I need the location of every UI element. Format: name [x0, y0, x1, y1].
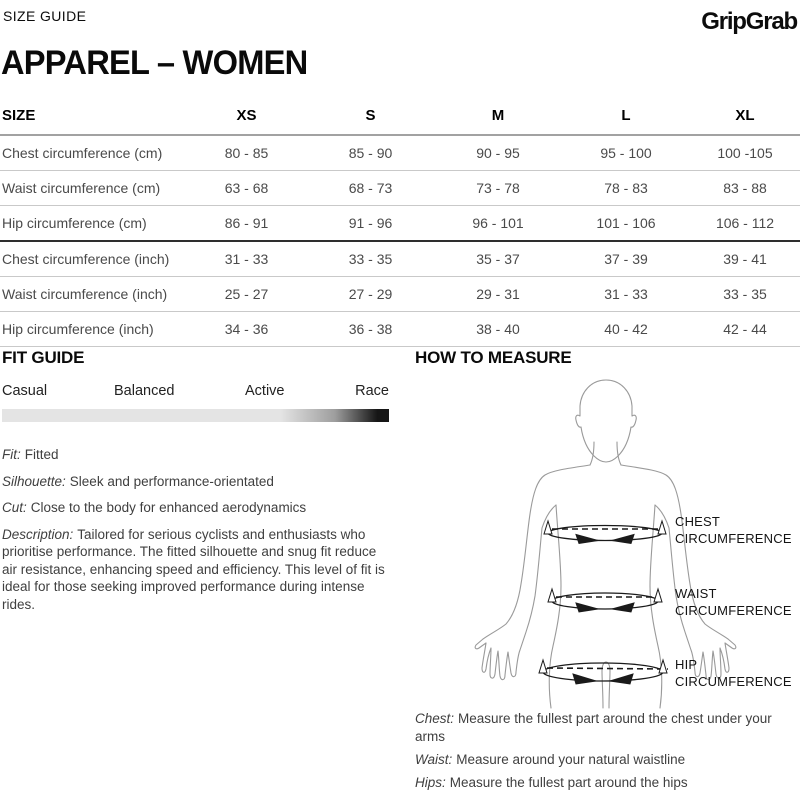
col-header-s: S: [307, 101, 434, 135]
cell: 39 - 41: [690, 241, 800, 277]
tip-marker: [548, 589, 556, 602]
row-label: Hip circumference (inch): [0, 312, 186, 347]
instruction-text: Measure around your natural waistline: [456, 752, 686, 767]
cell: 106 - 112: [690, 206, 800, 242]
cell: 95 - 100: [562, 135, 690, 171]
instruction: [415, 710, 790, 746]
cell: 73 - 78: [434, 171, 562, 206]
hip-measure-line: [539, 660, 668, 684]
body-measurement-diagram: [400, 368, 800, 710]
instruction-label: Hips:: [415, 775, 446, 790]
cell: 101 - 106: [562, 206, 690, 242]
attribute-label: Cut:: [2, 500, 27, 515]
instruction-label: Waist:: [415, 752, 453, 767]
col-header-m: M: [434, 101, 562, 135]
col-header-xs: XS: [186, 101, 307, 135]
waist-circumference-label: WAIST CIRCUMFERENCE: [675, 586, 792, 618]
head-outline: [576, 380, 637, 462]
table-row: [0, 241, 800, 277]
chest-measure-line: [544, 521, 666, 544]
left-arm: [475, 465, 590, 680]
row-label: Chest circumference (inch): [0, 241, 186, 277]
hip-dashed-line: [547, 668, 668, 669]
instruction: [415, 751, 790, 769]
tip-marker: [658, 521, 666, 534]
measure-instructions: [415, 710, 790, 797]
hip-circumference-label: HIP CIRCUMFERENCE: [675, 657, 792, 689]
size-table-header-row: [0, 101, 800, 135]
scale-label-balanced: Balanced: [114, 383, 175, 399]
cell: 37 - 39: [562, 241, 690, 277]
fit-attribute: [2, 446, 392, 464]
attribute-label: Description:: [2, 526, 74, 542]
row-label: Chest circumference (cm): [0, 135, 186, 171]
scale-label-active: Active: [245, 383, 285, 399]
col-header-l: L: [562, 101, 690, 135]
fit-attribute: [2, 473, 392, 491]
arrow-right-icon: [576, 535, 598, 544]
cell: 86 - 91: [186, 206, 307, 242]
page-title: APPAREL – WOMEN: [1, 44, 308, 82]
table-row: [0, 206, 800, 242]
fit-scale-labels: [2, 383, 389, 402]
fit-attribute: [2, 526, 392, 614]
cell: 85 - 90: [307, 135, 434, 171]
gripgrab-logo: GripGrab: [701, 8, 797, 35]
attribute-text: Tailored for serious cyclists and enthusiasts who prioritise performance. The fitted silhouette and snug fit reduce air resistance, enhancing speed and efficiency. This level of fit is ideal for those seeking improved performance during intense rides.: [2, 526, 385, 612]
attribute-text: Fitted: [24, 447, 59, 462]
chest-ellipse: [548, 526, 662, 541]
cell: 42 - 44: [690, 312, 800, 347]
arrow-right-icon: [573, 674, 596, 684]
cell: 40 - 42: [562, 312, 690, 347]
page-kicker: SIZE GUIDE: [3, 8, 87, 24]
chest-circumference-label: CHEST CIRCUMFERENCE: [675, 514, 792, 546]
cell: 63 - 68: [186, 171, 307, 206]
scale-label-casual: Casual: [2, 383, 48, 399]
size-table: [0, 101, 800, 347]
how-to-measure-section: [415, 348, 800, 790]
waist-measure-line: [548, 589, 662, 612]
arrow-left-icon: [612, 603, 634, 612]
cell: 78 - 83: [562, 171, 690, 206]
right-arm: [621, 465, 736, 680]
how-to-measure-title: HOW TO MEASURE: [415, 348, 572, 367]
table-row: [0, 312, 800, 347]
cell: 68 - 73: [307, 171, 434, 206]
col-header-size: SIZE: [0, 101, 186, 135]
instruction: [415, 774, 790, 792]
cell: 80 - 85: [186, 135, 307, 171]
tip-marker: [659, 660, 667, 673]
tip-marker: [544, 521, 552, 534]
instruction-label: Chest:: [415, 711, 455, 726]
cell: 35 - 37: [434, 241, 562, 277]
waist-ellipse: [552, 593, 658, 609]
cell: 91 - 96: [307, 206, 434, 242]
cell: 33 - 35: [307, 241, 434, 277]
row-label: Hip circumference (cm): [0, 206, 186, 242]
cell: 29 - 31: [434, 277, 562, 312]
fit-attribute: [2, 499, 392, 517]
cell: 33 - 35: [690, 277, 800, 312]
arrow-left-icon: [610, 674, 633, 684]
cell: 25 - 27: [186, 277, 307, 312]
instruction-text: Measure the fullest part around the hips: [449, 775, 688, 790]
cell: 27 - 29: [307, 277, 434, 312]
table-row: [0, 277, 800, 312]
tip-marker: [539, 660, 547, 673]
arrow-right-icon: [576, 603, 598, 612]
cell: 36 - 38: [307, 312, 434, 347]
arrow-left-icon: [612, 535, 634, 544]
fit-scale-gradient-bar: [2, 409, 389, 422]
attribute-text: Close to the body for enhanced aerodynamics: [30, 500, 307, 515]
col-header-xl: XL: [690, 101, 800, 135]
fit-guide-section: [2, 348, 392, 612]
cell: 31 - 33: [562, 277, 690, 312]
cell: 38 - 40: [434, 312, 562, 347]
row-label: Waist circumference (inch): [0, 277, 186, 312]
cell: 100 -105: [690, 135, 800, 171]
scale-label-race: Race: [355, 383, 389, 399]
attribute-text: Sleek and performance-orientated: [69, 473, 274, 489]
cell: 83 - 88: [690, 171, 800, 206]
tip-marker: [654, 589, 662, 602]
cell: 96 - 101: [434, 206, 562, 242]
cell: 31 - 33: [186, 241, 307, 277]
instruction-text: Measure the fullest part around the chest under your arms: [415, 711, 772, 744]
attribute-label: Fit:: [2, 447, 21, 462]
cell: 34 - 36: [186, 312, 307, 347]
fit-attributes: [2, 446, 392, 622]
cell: 90 - 95: [434, 135, 562, 171]
table-row: [0, 171, 800, 206]
row-label: Waist circumference (cm): [0, 171, 186, 206]
attribute-label: Silhouette:: [2, 473, 66, 489]
table-row: [0, 135, 800, 171]
fit-guide-title: FIT GUIDE: [2, 348, 85, 367]
